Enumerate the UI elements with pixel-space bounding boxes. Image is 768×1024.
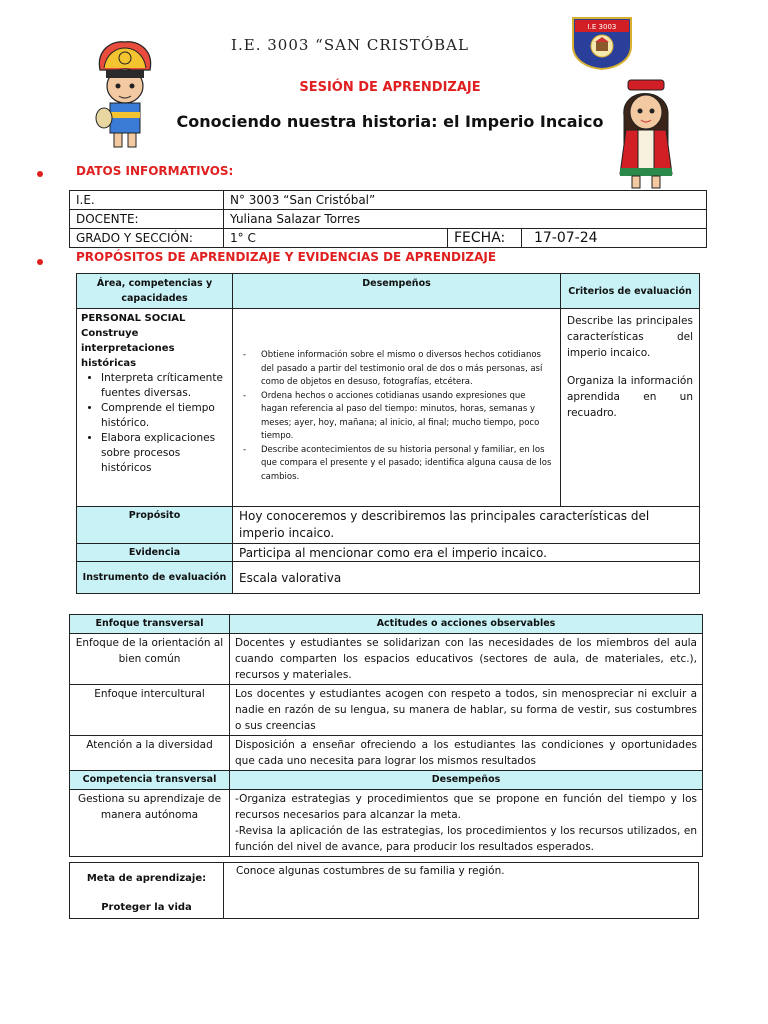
list-item: - Ordena hechos o acciones cotidianas usando expresiones que hagan referencia al paso del tiempo: minutos, horas, semanas y meses; ayer, hoy, mañana; al inicio, al final; mucho tiempo, poco tiempo. bbox=[243, 390, 540, 441]
goal-label-cell bbox=[70, 863, 224, 919]
lesson-title: Conociendo nuestra historia: el Imperio Incaico bbox=[176, 112, 604, 131]
inca-girl-illustration bbox=[610, 76, 682, 190]
area-name: PERSONAL SOCIAL bbox=[81, 313, 186, 324]
purpose-label: Propósito bbox=[77, 507, 233, 544]
logo-text: I.E 3003 bbox=[587, 23, 617, 31]
approach-text: Los docentes y estudiantes acogen con respeto a todos, sin menospreciar ni excluir a nadie en razón de su lengua, su manera de hablar, su forma de vestir, sus costumbres o sus creencias bbox=[230, 685, 703, 736]
grade-value: 1° C bbox=[224, 229, 448, 248]
section-propositos-title: PROPÓSITOS DE APRENDIZAJE Y EVIDENCIAS DE APRENDIZAJE bbox=[76, 250, 497, 264]
transversal-competence-items bbox=[230, 790, 703, 857]
inca-boy-illustration bbox=[92, 40, 158, 152]
teacher-value: Yuliana Salazar Torres bbox=[224, 210, 707, 229]
instrument-value: Escala valorativa bbox=[233, 562, 700, 594]
goal-table bbox=[69, 862, 699, 919]
teacher-label: DOCENTE: bbox=[70, 210, 224, 229]
date-label: FECHA: bbox=[448, 229, 522, 248]
list-item: Organiza la información aprendida en un recuadro. bbox=[567, 375, 693, 419]
competence-perf-head: Desempeños bbox=[230, 771, 703, 790]
approach-head-right: Actitudes o acciones observables bbox=[230, 615, 703, 634]
approach-name: Enfoque de la orientación al bien común bbox=[70, 634, 230, 685]
ie-label: I.E. bbox=[70, 191, 224, 210]
area-cell bbox=[77, 309, 233, 507]
instrument-label: Instrumento de evaluación bbox=[77, 562, 233, 594]
head-area: Área, competencias y capacidades bbox=[77, 274, 233, 309]
goal-label: Meta de aprendizaje: bbox=[86, 873, 207, 884]
performances-cell bbox=[233, 309, 561, 507]
evidence-label: Evidencia bbox=[77, 544, 233, 562]
approach-name: Atención a la diversidad bbox=[70, 736, 230, 771]
list-item: Describe las principales características del imperio incaico. bbox=[567, 315, 693, 359]
list-item: -Organiza estrategias y procedimientos que se propone en función del tiempo y los recursos necesarios para alcanzar la meta. bbox=[235, 793, 697, 821]
list-item: - Describe acontecimientos de su historia personal y familiar, en los que compara el presente y el pasado; identifica alguna causa de los cambios. bbox=[243, 444, 552, 482]
capacities-list bbox=[101, 371, 228, 476]
school-logo bbox=[571, 16, 633, 70]
competence-head: Competencia transversal bbox=[70, 771, 230, 790]
approach-head-left: Enfoque transversal bbox=[70, 615, 230, 634]
list-item: • Elabora explicaciones sobre procesos históricos bbox=[101, 431, 228, 476]
date-value: 17-07-24 bbox=[522, 229, 707, 248]
school-name: I.E. 3003 “SAN CRISTÓBAL bbox=[231, 36, 469, 54]
bullet-datos bbox=[37, 171, 43, 177]
list-item: • Comprende el tiempo histórico. bbox=[101, 401, 228, 431]
list-item: - Obtiene información sobre el mismo o diversos hechos cotidianos del pasado a partir del testimonio oral de dos o más personas, así como de objetos en desuso, fotografías, etcétera. bbox=[243, 350, 543, 387]
ie-value: N° 3003 “San Cristóbal” bbox=[224, 191, 707, 210]
criteria-cell bbox=[561, 309, 700, 507]
transversal-competence-name: Gestiona su aprendizaje de manera autónoma bbox=[70, 790, 230, 857]
list-item: -Revisa la aplicación de las estrategias, los procedimientos y los recursos utilizados, en función del nivel de avance, para producir los resultados esperados. bbox=[235, 825, 697, 853]
grade-label: GRADO Y SECCIÓN: bbox=[70, 229, 224, 248]
head-performance: Desempeños bbox=[233, 274, 561, 309]
purposes-table bbox=[76, 273, 700, 594]
competence-name: Construye interpretaciones históricas bbox=[81, 328, 175, 369]
approach-text: Docentes y estudiantes se solidarizan con las necesidades de los miembros del aula cuando comparten los espacios educativos (sectores de aula, de materiales, etc.), recursos y materiales. bbox=[230, 634, 703, 685]
evidence-value: Participa al mencionar como era el imperio incaico. bbox=[233, 544, 700, 562]
goal-value: Conoce algunas costumbres de su familia y región. bbox=[224, 863, 699, 919]
bullet-propositos bbox=[37, 259, 43, 265]
purpose-value: Hoy conoceremos y describiremos las principales características del imperio incaico. bbox=[233, 507, 700, 544]
approach-name: Enfoque intercultural bbox=[70, 685, 230, 736]
section-datos-title: DATOS INFORMATIVOS: bbox=[76, 164, 234, 178]
info-table bbox=[69, 190, 707, 248]
list-item: • Interpreta críticamente fuentes diversas. bbox=[101, 371, 228, 401]
approach-text: Disposición a enseñar ofreciendo a los estudiantes las condiciones y oportunidades que cada uno necesita para lograr los mismos resultados bbox=[230, 736, 703, 771]
session-title: SESIÓN DE APRENDIZAJE bbox=[299, 80, 481, 95]
approaches-table bbox=[69, 614, 703, 857]
protect-life-label: Proteger la vida bbox=[101, 902, 192, 913]
head-criteria: Criterios de evaluación bbox=[561, 274, 700, 309]
